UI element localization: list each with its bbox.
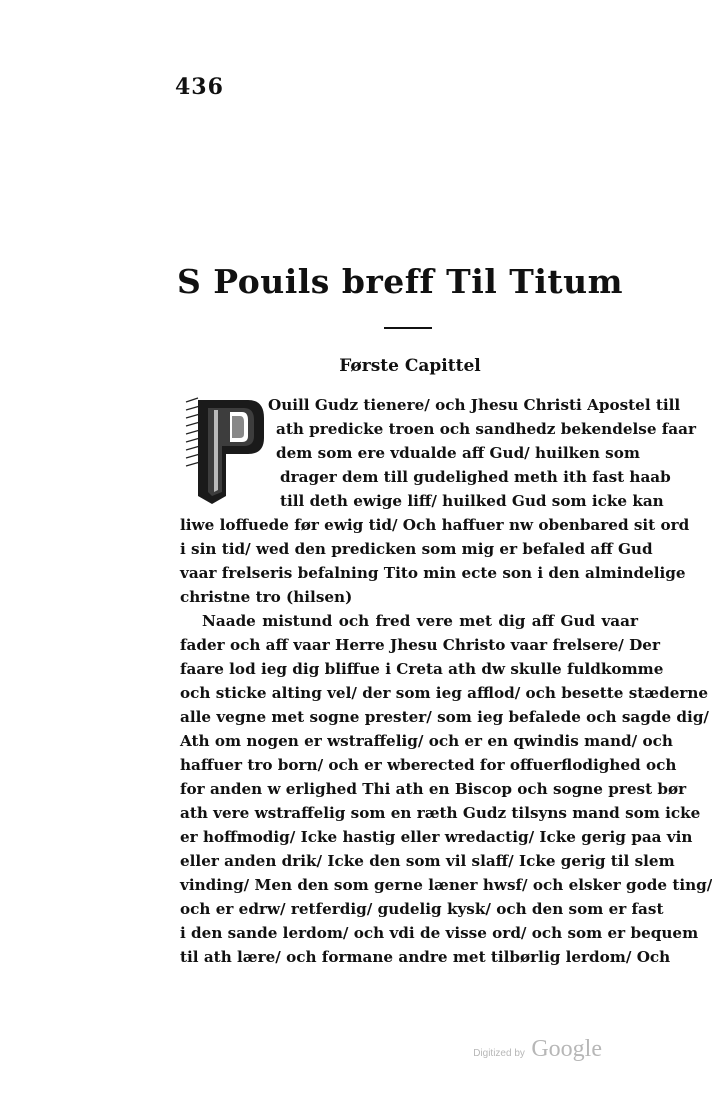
chapter-heading: Første Capittel bbox=[339, 356, 481, 376]
page-number: 436 bbox=[175, 74, 224, 100]
text-line: ath predicke troen och sandhedz bekendelse faar bbox=[276, 420, 696, 438]
text-line: faare lod ieg dig bliffue i Creta ath dw skulle fuldkomme bbox=[180, 660, 664, 678]
text-line: till deth ewige liff/ huilked Gud som icke kan bbox=[280, 492, 664, 510]
text-line: for anden w erlighed Thi ath en Biscop och sogne prest bør bbox=[180, 780, 687, 798]
text-line: christne tro (hilsen) bbox=[180, 588, 353, 606]
text-line: vaar frelseris befalning Tito min ecte son i den almindelige bbox=[180, 564, 686, 582]
drop-cap-p-icon bbox=[178, 396, 268, 506]
text-line: dem som ere vdualde aff Gud/ huilken som bbox=[276, 444, 640, 462]
text-line: er hoffmodig/ Icke hastig eller wredactig/ Icke gerig paa vin bbox=[180, 828, 693, 846]
text-line: eller anden drik/ Icke den som vil slaff/ Icke gerig til slem bbox=[180, 852, 675, 870]
text-line: liwe loffuede før ewig tid/ Och haffuer nw obenbared sit ord bbox=[180, 516, 690, 534]
text-line: til ath lære/ och formane andre met tilbørlig lerdom/ Och bbox=[180, 948, 671, 966]
text-line: alle vegne met sogne prester/ som ieg befalede och sagde dig/ bbox=[180, 708, 709, 726]
text-line: Ouill Gudz tienere/ och Jhesu Christi Apostel till bbox=[268, 396, 681, 414]
text-line: fader och aff vaar Herre Jhesu Christo vaar frelsere/ Der bbox=[180, 636, 660, 654]
text-line: haffuer tro born/ och er wberected for offuerflodighed och bbox=[180, 756, 677, 774]
text-line: och sticke alting vel/ der som ieg afflod/ och besette stæderne bbox=[180, 684, 709, 702]
text-line: ath vere wstraffelig som en ræth Gudz tilsyns mand som icke bbox=[180, 804, 701, 822]
text-line: i sin tid/ wed den predicken som mig er befaled aff Gud bbox=[180, 540, 653, 558]
digitized-watermark bbox=[473, 1036, 602, 1063]
text-line: i den sande lerdom/ och vdi de visse ord/ och som er bequem bbox=[180, 924, 699, 942]
watermark-brand: Google bbox=[531, 1036, 602, 1062]
page-title: S Pouils breff Til Titum bbox=[176, 262, 624, 301]
text-line: och er edrw/ retferdig/ gudelig kysk/ och den som er fast bbox=[180, 900, 664, 918]
watermark-prefix: Digitized by bbox=[473, 1048, 525, 1059]
text-line: Naade mistund och fred vere met dig aff Gud vaar bbox=[202, 612, 638, 630]
title-divider bbox=[384, 327, 432, 329]
text-line: drager dem till gudelighed meth ith fast haab bbox=[280, 468, 671, 486]
text-line: vinding/ Men den som gerne læner hwsf/ och elsker gode ting/ bbox=[180, 876, 712, 894]
text-line: Ath om nogen er wstraffelig/ och er en qwindis mand/ och bbox=[180, 732, 673, 750]
